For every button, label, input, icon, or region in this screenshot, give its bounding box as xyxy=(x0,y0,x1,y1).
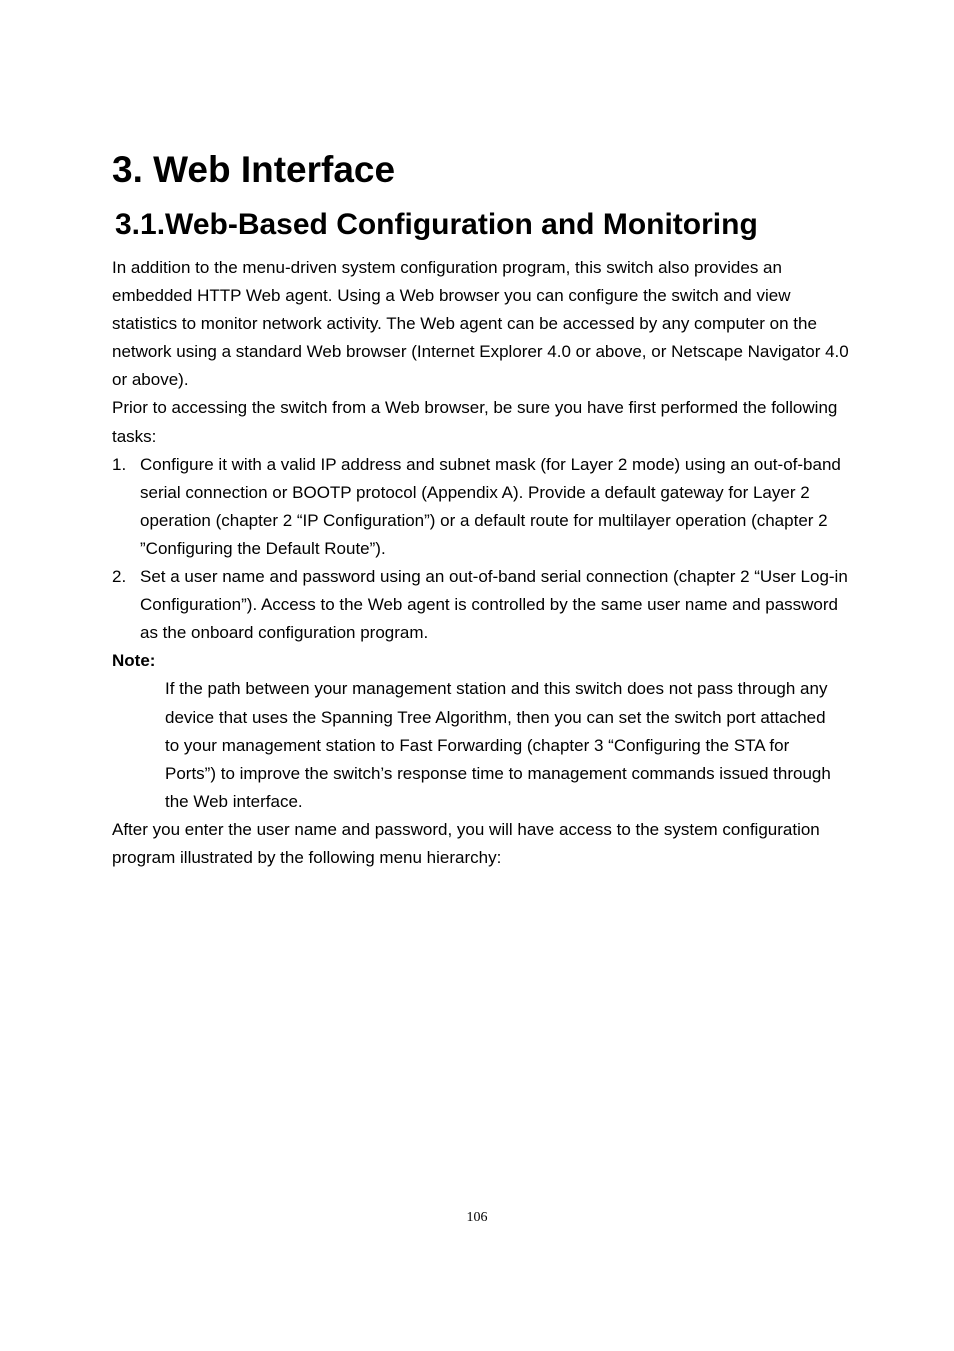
note-label: Note: xyxy=(112,651,156,671)
task-list xyxy=(112,451,852,648)
prior-paragraph: Prior to accessing the switch from a Web browser, be sure you have first performed the following tasks: xyxy=(112,398,838,446)
task-number: 2. xyxy=(112,567,127,587)
task-text: Configure it with a valid IP address and subnet mask (for Layer 2 mode) using an out-of-band serial connection or BOOTP protocol (Appendix A). Provide a default gateway for Layer 2 operation (chapter 2 “IP Configuration”) or a default route for multilayer operation (chapter 2 ”Configuring the Default Route”). xyxy=(140,454,841,558)
page-number: 106 xyxy=(466,1210,488,1225)
section-body xyxy=(112,254,852,872)
intro-paragraph: In addition to the menu-driven system configuration program, this switch also provides an embedded HTTP Web agent. Using a Web browser you can configure the switch and view statistics to monitor network activity. The Web agent can be accessed by any computer on the network using a standard Web browser (Internet Explorer 4.0 or above, or Netscape Navigator 4.0 or above). xyxy=(112,258,849,390)
task-number: 1. xyxy=(112,454,127,474)
task-item xyxy=(112,563,852,647)
closing-paragraph: After you enter the user name and password, you will have access to the system configuration program illustrated by the following menu hierarchy: xyxy=(112,819,820,867)
task-item xyxy=(112,451,852,563)
task-text: Set a user name and password using an out-of-band serial connection (chapter 2 “User Log-in Configuration”). Access to the Web agent is controlled by the same user name and password as the onboard configuration program. xyxy=(140,567,848,643)
chapter-title: 3. Web Interface xyxy=(112,149,396,190)
note-text: If the path between your management station and this switch does not pass through any device that uses the Spanning Tree Algorithm, then you can set the switch port attached to your management station to Fast Forwarding (chapter 3 “Configuring the STA for Ports”) to improve the switch’s response time to management commands issued through the Web interface. xyxy=(165,679,831,811)
section-title: 3.1.Web-Based Configuration and Monitoring xyxy=(115,208,758,241)
